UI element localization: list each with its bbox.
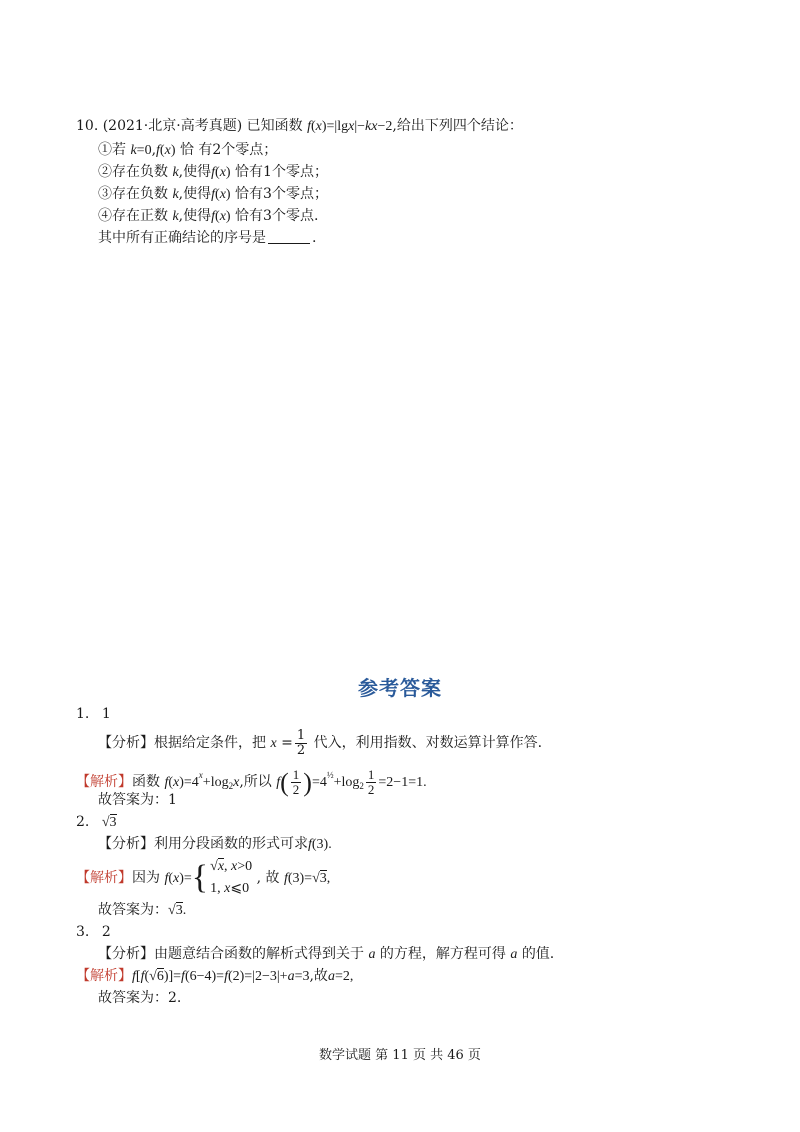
answers-title: 参考答案 <box>358 676 442 700</box>
conclusion-2-mid: ,使得 <box>178 164 212 180</box>
conclusion-2-fx: f(x) <box>211 165 231 180</box>
solution-tag: 【解析】 <box>76 870 132 886</box>
conclusion-3-fx: f(x) <box>211 187 231 202</box>
answer-1-formula: $f(x)=4^x+\log_2x$ <box>164 770 240 791</box>
solution-tag: 【解析】 <box>76 968 132 984</box>
answer-1-header <box>76 704 111 724</box>
question-ask <box>98 228 316 248</box>
answer-1-solution-mid: ,所以 <box>239 774 272 790</box>
answer-3-header <box>76 922 111 942</box>
conclusion-4-text: ④存在正数 <box>98 208 168 224</box>
answer-1-number: 1. <box>76 706 90 722</box>
conclusion-2-text: ②存在负数 <box>98 164 168 180</box>
conclusion-3 <box>98 184 328 205</box>
answer-2-conclusion: 故答案为：√3. <box>98 902 187 918</box>
answer-3-value: 2 <box>101 924 111 940</box>
answer-1-analysis-pre: 根据给定条件，把 <box>154 735 266 751</box>
conclusion-1-comma: , <box>151 142 157 158</box>
answer-2-value: √3 <box>101 815 117 830</box>
answer-2-solution-post: , 故 <box>256 870 280 886</box>
answer-1-conclusion: 故答案为：1 <box>98 792 177 808</box>
function-formula: f(x)=|lgx|−kx−2 <box>307 119 393 134</box>
conclusion-3-text: ③存在负数 <box>98 186 168 202</box>
answer-3-solution: 【解析】f[f(√6)]=f(6−4)=f(2)=|2−3|+a=3,故a=2, <box>76 968 354 984</box>
conclusion-3-mid: ,使得 <box>178 186 212 202</box>
answer-3-number: 3. <box>76 924 90 940</box>
answer-1-eval: f( $\frac{1}{2}$ )$=4^{\frac{1}{2}}+\log_2$ $\frac{1}{2}$ =2−1=1. <box>276 767 427 798</box>
analysis-tag: 【分析】 <box>98 735 154 751</box>
piecewise-cases: √x, x>0 1, x⩽0 <box>210 859 253 896</box>
answer-3-solution-post: ,故 <box>309 968 328 984</box>
answer-1-analysis: 【分析】根据给定条件，把 x = $\frac{1}{2}$ 代入，利用指数、对数运算计算作答. <box>98 727 543 758</box>
conclusion-2-k: k <box>172 165 179 180</box>
conclusion-1-tail: 恰 有2个零点； <box>179 142 278 158</box>
half-fraction: $\frac{1}{2}$ <box>296 727 306 758</box>
stem-text-end: ,给出下列四个结论： <box>392 118 523 134</box>
conclusion-1 <box>98 140 277 161</box>
analysis-tag: 【分析】 <box>98 946 154 962</box>
piecewise-brace: { <box>191 859 209 896</box>
answer-2-solution: 【解析】因为 f(x)={ √x, x>0 1, x⩽0 , 故 f(3)=√3, <box>76 856 330 901</box>
conclusion-2 <box>98 162 328 183</box>
question-source: (2021·北京·高考真题) <box>102 118 243 134</box>
solution-tag: 【解析】 <box>76 774 132 790</box>
answer-3-analysis-post: 的值. <box>521 946 555 962</box>
conclusion-4-tail: 恰有3个零点. <box>235 208 319 224</box>
answer-2-result: f(3)=√3, <box>283 871 331 886</box>
question-10-stem <box>76 116 523 137</box>
answer-blank <box>268 229 310 244</box>
question-ask-end: . <box>312 230 317 246</box>
answer-1-analysis-post: 代入，利用指数、对数运算计算作答. <box>313 735 543 751</box>
conclusion-4-mid: ,使得 <box>178 208 212 224</box>
answer-2-analysis: 【分析】利用分段函数的形式可求f(3). <box>98 836 332 852</box>
answer-2-header <box>76 812 117 833</box>
answer-2-analysis-text: 利用分段函数的形式可求 <box>154 836 308 852</box>
analysis-tag: 【分析】 <box>98 836 154 852</box>
conclusion-4 <box>98 206 318 227</box>
conclusion-1-text: ①若 <box>98 142 126 158</box>
answer-3-formula: f[f(√6)]=f(6−4)=f(2)=|2−3|+a=3 <box>132 969 310 984</box>
answer-3-conclusion: 故答案为：2. <box>98 990 182 1006</box>
answer-2-number: 2. <box>76 814 90 830</box>
conclusion-1-math: k=0 <box>130 143 152 158</box>
conclusion-4-k: k <box>172 209 179 224</box>
answer-1-value: 1 <box>101 706 111 722</box>
conclusion-1-fx: f(x) <box>156 143 176 158</box>
question-number: 10. <box>76 118 99 134</box>
conclusion-2-tail: 恰有1个零点； <box>235 164 328 180</box>
conclusion-4-fx: f(x) <box>211 209 231 224</box>
answer-1-solution-pre: 函数 <box>132 774 160 790</box>
answer-3-analysis-mid: 的方程，解方程可得 <box>379 946 506 962</box>
answer-2-solution-pre: 因为 <box>132 870 160 886</box>
question-ask-text: 其中所有正确结论的序号是 <box>98 230 266 246</box>
stem-text: 已知函数 <box>246 118 303 134</box>
answer-2-conclusion-text: 故答案为： <box>98 902 168 918</box>
conclusion-3-k: k <box>172 187 179 202</box>
page-footer: 数学试题 第 11 页 共 46 页 <box>319 1048 481 1063</box>
conclusion-3-tail: 恰有3个零点； <box>235 186 328 202</box>
answer-3-analysis: 【分析】由题意结合函数的解析式得到关于 a 的方程，解方程可得 a 的值. <box>98 946 555 962</box>
answer-3-analysis-pre: 由题意结合函数的解析式得到关于 <box>154 946 364 962</box>
